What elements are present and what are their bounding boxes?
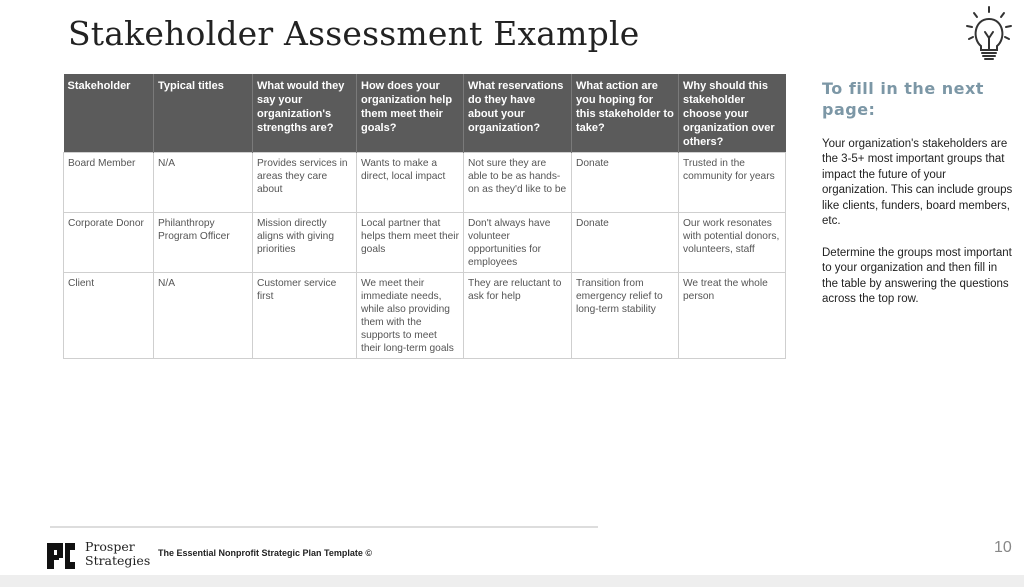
table-cell: N/A: [154, 153, 253, 213]
table-cell: We treat the whole person: [679, 273, 786, 359]
sidebar-heading: To fill in the next page:: [822, 79, 984, 119]
table-cell: Donate: [572, 153, 679, 213]
table-cell: Local partner that helps them meet their goals: [357, 213, 464, 273]
table-row: [64, 273, 786, 359]
table-cell: Transition from emergency relief to long-term stability: [572, 273, 679, 359]
page-title: Stakeholder Assessment Example: [68, 14, 640, 53]
table-cell: Donate: [572, 213, 679, 273]
table-cell: Mission directly aligns with giving priorities: [253, 213, 357, 273]
footer-document-name: The Essential Nonprofit Strategic Plan Template ©: [158, 548, 373, 558]
table-cell: Not sure they are able to be as hands-on as they'd like to be: [464, 153, 572, 213]
column-header: What reservations do they have about your organization?: [464, 74, 572, 153]
column-header: Stakeholder: [64, 74, 154, 153]
table-cell: Client: [64, 273, 154, 359]
page-number: 10: [994, 539, 1012, 556]
table-cell: Wants to make a direct, local impact: [357, 153, 464, 213]
table-cell: Don't always have volunteer opportunities for employees: [464, 213, 572, 273]
table-row: [64, 213, 786, 273]
table-cell: N/A: [154, 273, 253, 359]
table-cell: We meet their immediate needs, while also providing them with the supports to meet their long-term goals: [357, 273, 464, 359]
table-cell: Provides services in areas they care about: [253, 153, 357, 213]
column-header: Why should this stakeholder choose your organization over others?: [679, 74, 786, 153]
table-cell: Customer service first: [253, 273, 357, 359]
table-cell: Our work resonates with potential donors, volunteers, staff: [679, 213, 786, 273]
column-header: How does your organization help them meet their goals?: [357, 74, 464, 153]
column-header: What action are you hoping for this stakeholder to take?: [572, 74, 679, 153]
logo-line-2: Strategies: [85, 553, 151, 568]
table-cell: Trusted in the community for years: [679, 153, 786, 213]
footer-logo-text: [85, 540, 150, 568]
sidebar-paragraph-2: Determine the groups most important to your organization and then fill in the table by answering the questions across the top row.: [822, 247, 1012, 306]
table-cell: Corporate Donor: [64, 213, 154, 273]
table-row: [64, 153, 786, 213]
column-header: What would they say your organization's strengths are?: [253, 74, 357, 153]
logo-line-1: Prosper: [85, 539, 135, 554]
table-cell: Board Member: [64, 153, 154, 213]
bottom-strip: [0, 575, 1024, 587]
column-header: Typical titles: [154, 74, 253, 153]
sidebar-paragraph-1: Your organization's stakeholders are the 3-5+ most important groups that impact the future of your organization. This can include groups like clients, funders, board members, etc.: [822, 138, 1013, 228]
stakeholder-table: [63, 74, 786, 359]
prosper-strategies-logo-icon: [47, 543, 75, 569]
table-header-row: [64, 74, 786, 153]
footer-divider: [50, 526, 598, 528]
lightbulb-icon: [962, 4, 1016, 62]
stakeholder-table-container: [63, 74, 785, 359]
table-cell: Philanthropy Program Officer: [154, 213, 253, 273]
table-cell: They are reluctant to ask for help: [464, 273, 572, 359]
